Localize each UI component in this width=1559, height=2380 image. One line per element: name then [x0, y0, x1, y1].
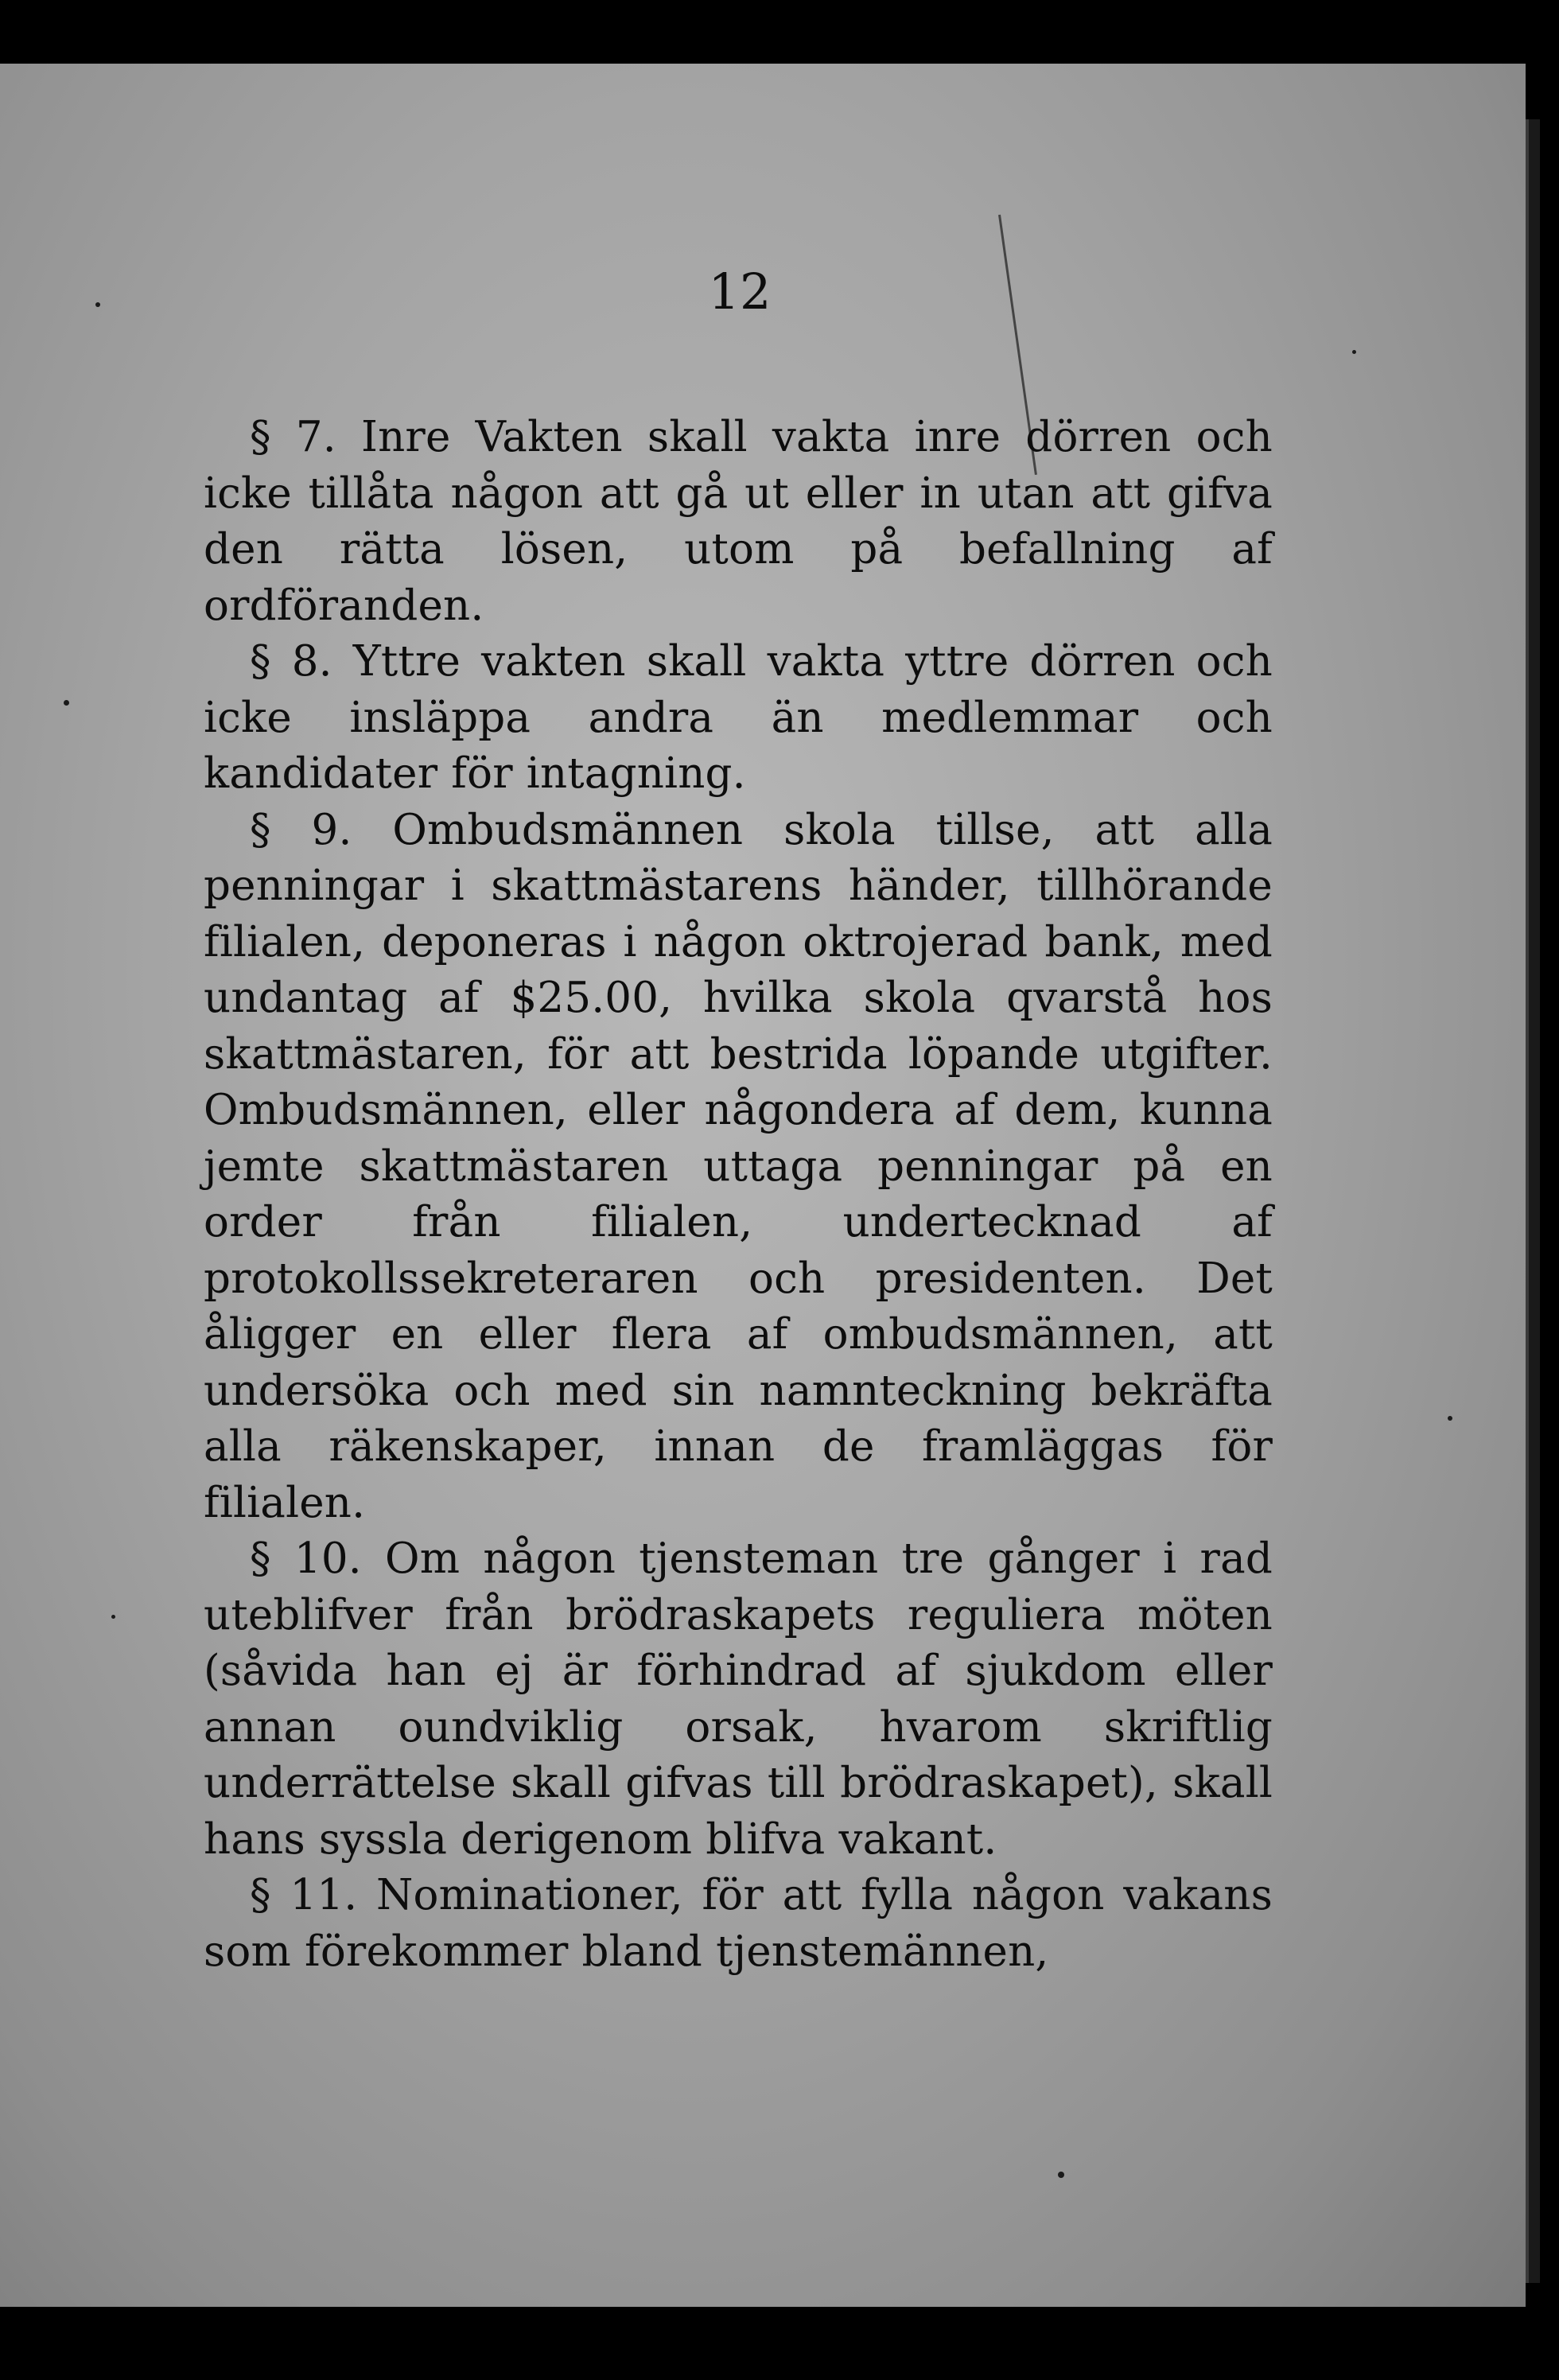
paragraph-section-9: § 9. Ombudsmännen skola tillse, att alla penningar i skattmästarens händer, tillhörande filialen, deponeras i någon oktrojerad bank, med undantag af $25.00, hvilka skola qvarstå hos skattmästaren, för att bestrida löpande utgifter. Ombudsmännen, eller någondera af dem, kunna jemte skattmästaren uttaga penningar på en order från filialen, undertecknad af protokollssekreteraren och presidenten. Det åligger en eller flera af ombudsmännen, att undersöka och med sin namnteckning bekräfta alla räkenskaper, innan de framläggas för filialen. [204, 805, 1273, 1527]
paragraph-section-10: § 10. Om någon tjensteman tre gånger i rad uteblifver från brödraskapets reguliera möten (såvida han ej är förhindrad af sjukdom eller annan oundviklig orsak, hvarom skriftlig underrättelse skall gifvas till brödraskapet), skall hans syssla derigenom blifva vakant. [204, 1534, 1273, 1864]
book-page [0, 64, 1526, 2307]
paragraph-section-8: § 8. Yttre vakten skall vakta yttre dörren och icke insläppa andra än medlemmar och kandidater för intagning. [204, 637, 1273, 798]
page-body-text [204, 410, 1273, 1980]
page-binding-edge [1526, 119, 1540, 2283]
paragraph-section-7: § 7. Inre Vakten skall vakta inre dörren och icke tillåta någon att gå ut eller in utan att gifva den rätta lösen, utom på befallning af ordföranden. [204, 413, 1273, 630]
page-number: 12 [708, 262, 772, 321]
paragraph-section-11: § 11. Nominationer, för att fylla någon vakans som förekommer bland tjenstemännen, [204, 1871, 1273, 1976]
